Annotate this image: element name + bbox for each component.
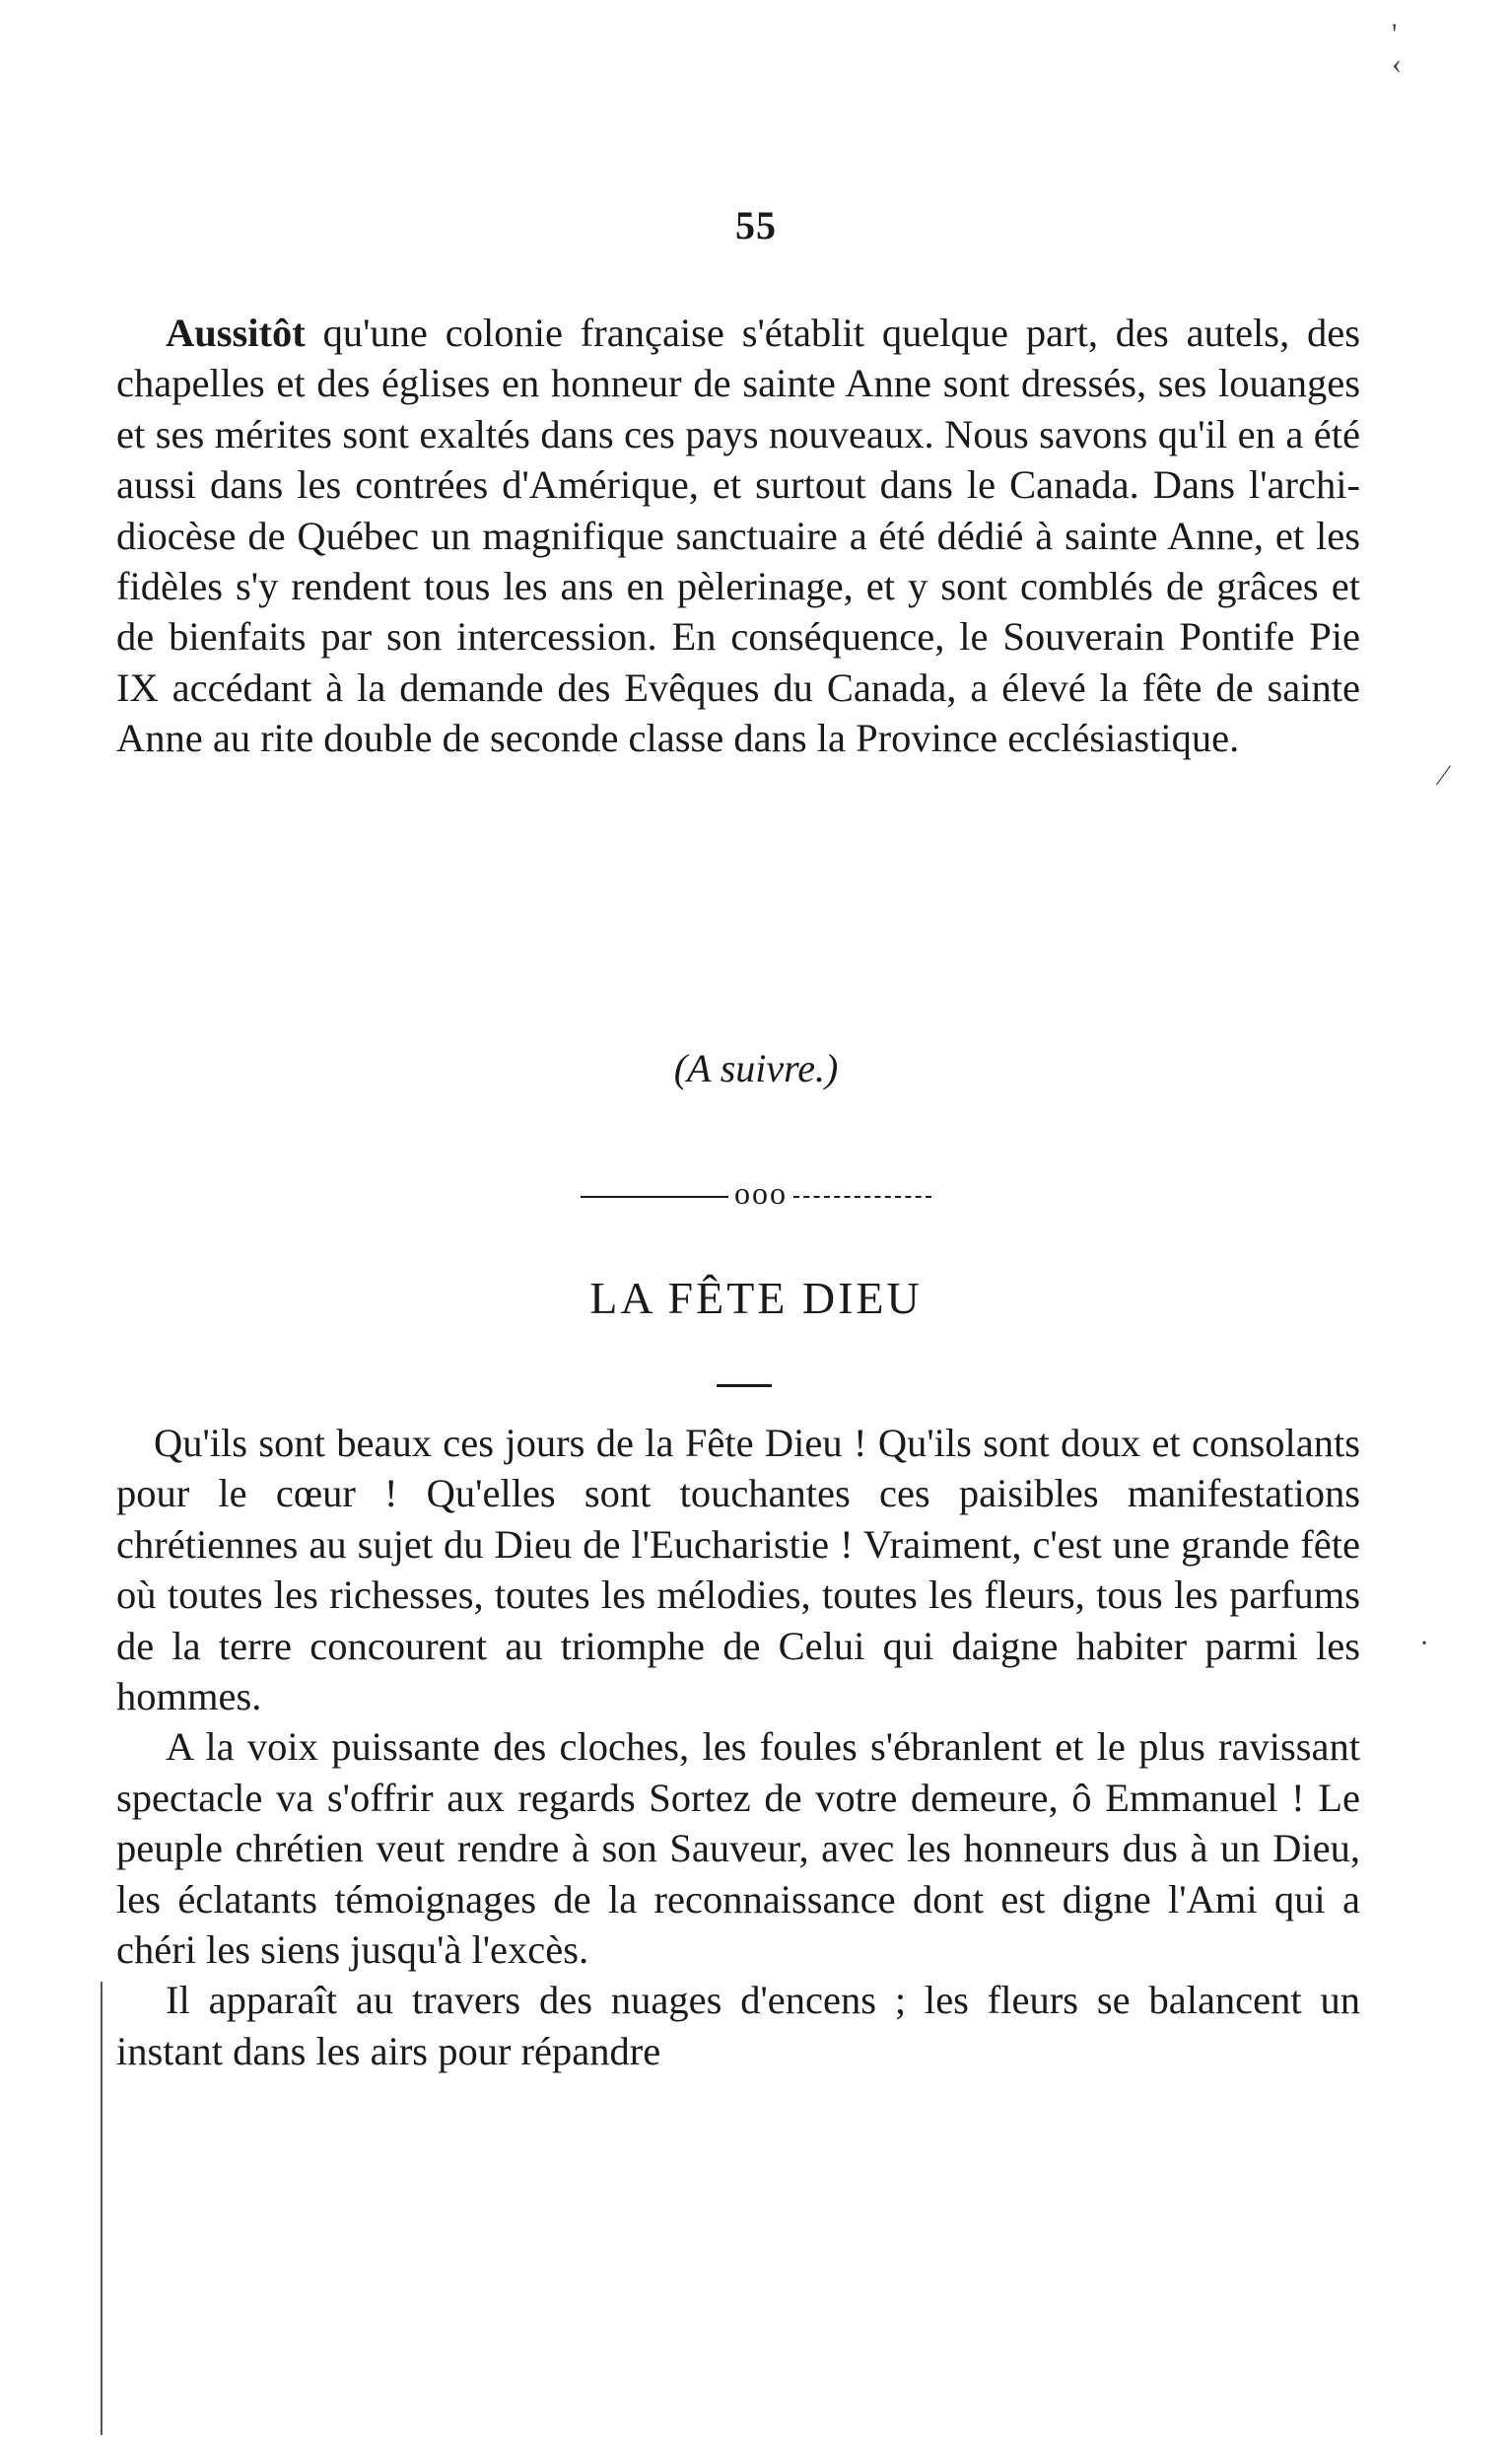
paragraph-text: qu'une colonie française s'établit quelque part, des autels, des chapelles et des églises en honneur de sainte Anne sont dressés, ses louanges et ses mérites sont exaltés dans ces pays nouveaux. Nous savons qu'il en a été aussi dans les contrées d'Amérique, et surtout dans le Canada. Dans l'archi-diocèse de Québec un magnifique sanctuaire a été dédié à sainte Anne, et les fidèles s'y rendent tous les ans en pèlerinage, et y sont comblés de grâces et de bienfaits par son intercession. En conséquence, le Souverain Pontife Pie IX accédant à la demande des Evêques du Canada, a élevé la fête de sainte Anne au rite double de seconde classe dans la Province ecclésiastique.: [116, 311, 1361, 761]
section-title: LA FÊTE DIEU: [589, 1273, 923, 1323]
separator-line-left: [581, 1196, 728, 1198]
section-separator: [0, 1175, 1512, 1212]
article-paragraph: [116, 308, 1360, 764]
article-paragraph-3: Il apparaît au travers des nuages d'encens ; les fleurs se balancent un instant dans les airs pour répandre: [116, 1978, 1360, 2073]
margin-speck: ‹: [1392, 47, 1402, 80]
article-saint-anne: [116, 308, 1360, 764]
article-paragraph-1: Qu'ils sont beaux ces jours de la Fête Dieu ! Qu'ils sont doux et consolants pour le cœur ! Qu'elles sont touchantes ces paisibles manifestations chrétiennes au sujet du Dieu de l'Eucharistie ! Vraiment, c'est une grande fête où toutes les richesses, toutes les mélodies, toutes les fleurs, tous les parfums de la terre concourent au triomphe de Celui qui daigne habiter parmi les hommes.: [116, 1421, 1360, 1719]
lead-word: Aussitôt: [166, 311, 306, 355]
margin-speck: ⁄: [1441, 759, 1447, 792]
margin-speck: ': [1392, 18, 1398, 50]
separator-ornament: ooo: [734, 1175, 788, 1211]
margin-binding-line: [101, 1982, 103, 2435]
page-number: 55: [735, 203, 777, 247]
article-fete-dieu: [116, 1418, 1360, 2076]
title-rule: [717, 1384, 772, 1387]
article-paragraph-2: A la voix puissante des cloches, les foules s'ébranlent et le plus ravissant spectacle va s'offrir aux regards Sortez de votre demeure, ô Emmanuel ! Le peuple chrétien veut rendre à son Sauveur, avec les honneurs dus à un Dieu, les éclatants témoignages de la reconnaissance dont est digne l'Ami qui a chéri les siens jusqu'à l'excès.: [116, 1724, 1360, 1973]
margin-speck: ·: [1419, 1627, 1429, 1659]
continuation-note: (A suivre.): [673, 1046, 839, 1090]
separator-line-right: [793, 1196, 931, 1198]
